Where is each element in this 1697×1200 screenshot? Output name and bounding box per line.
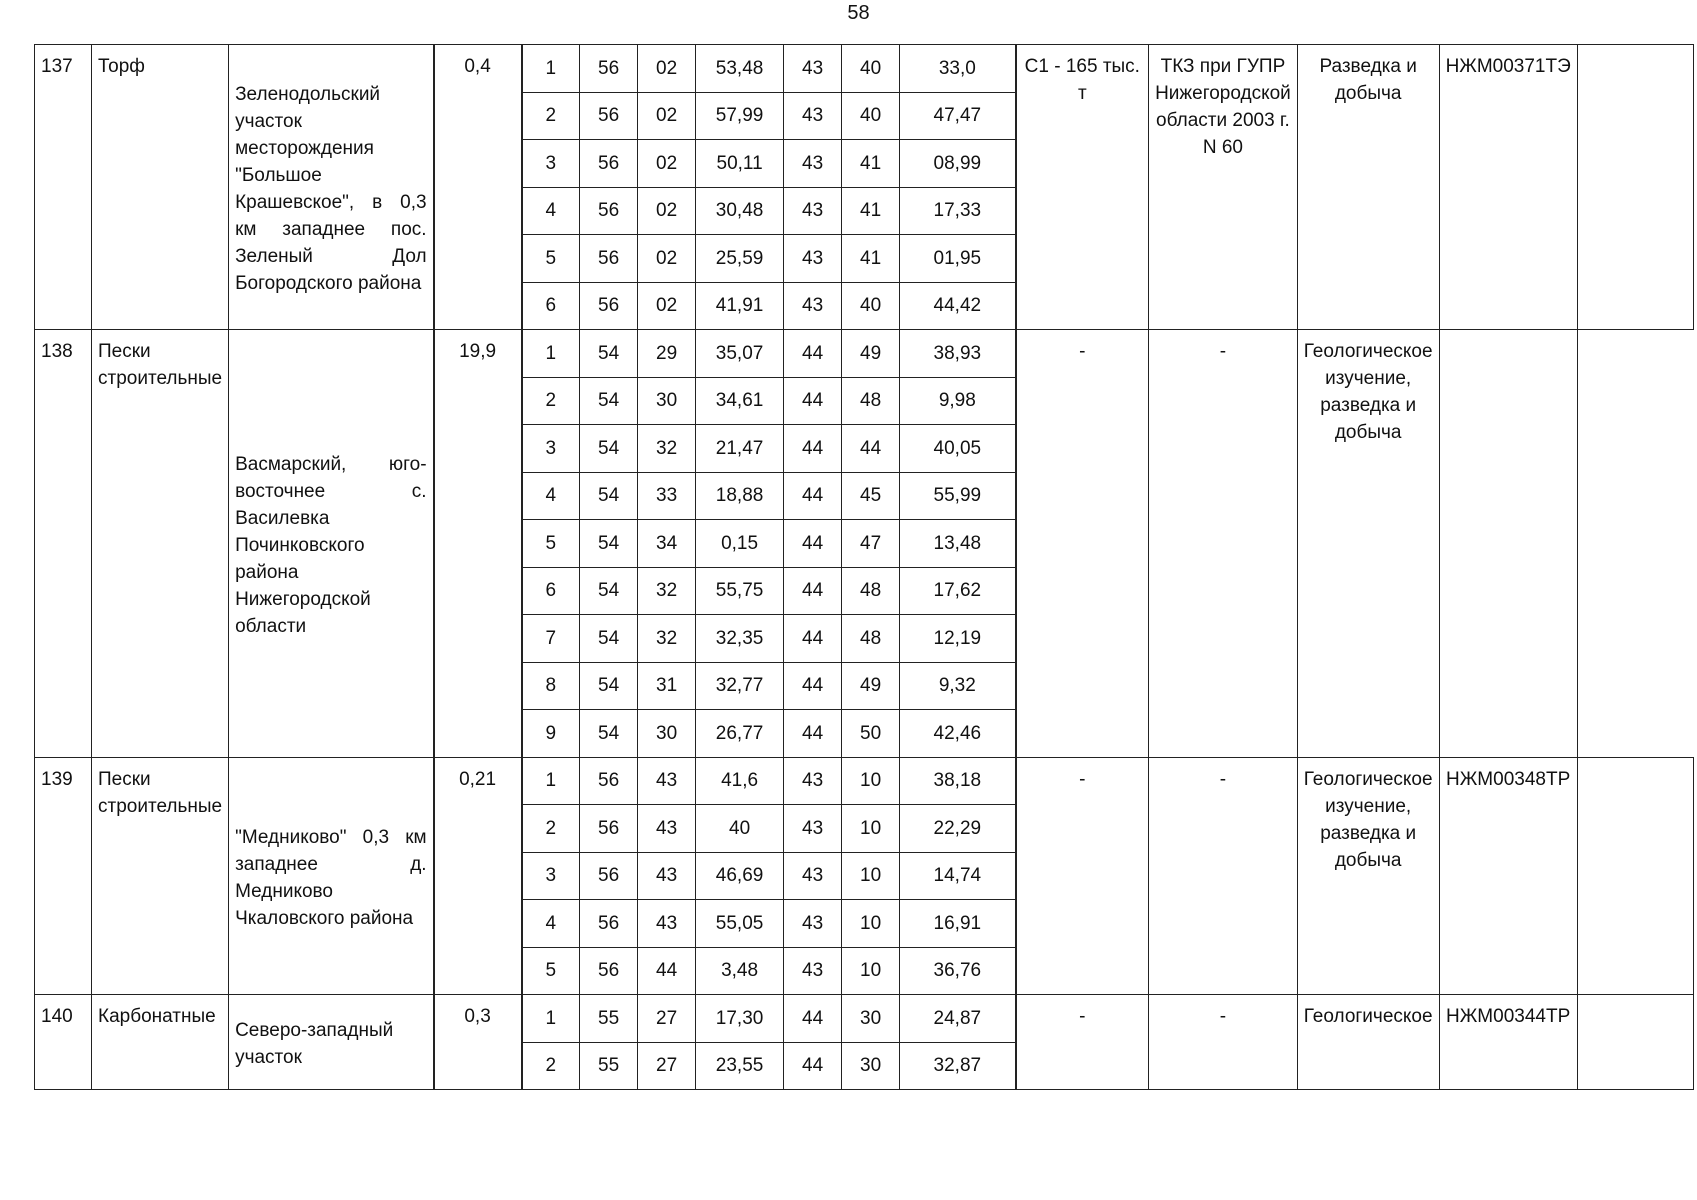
table-body: [35, 45, 1694, 1090]
notes-cell: [1577, 995, 1693, 1090]
coordinate-cell: 50,11: [696, 140, 784, 188]
coordinate-cell: 40: [842, 92, 900, 140]
coordinate-cell: 33: [638, 472, 696, 520]
coordinate-cell: 43: [638, 900, 696, 948]
coordinate-cell: 3: [522, 425, 580, 473]
reserves-cell: -: [1016, 330, 1149, 758]
mineral-type: Карбонатные: [92, 995, 229, 1090]
coordinate-cell: 44: [784, 567, 842, 615]
coordinate-cell: 44: [784, 377, 842, 425]
coordinate-cell: 17,30: [696, 995, 784, 1043]
coordinate-cell: 43: [638, 805, 696, 853]
coordinate-cell: 2: [522, 92, 580, 140]
coordinate-cell: 6: [522, 567, 580, 615]
approval-cell: ТКЗ при ГУПР Нижегородской области 2003 г. N 60: [1149, 45, 1298, 330]
mineral-type: Торф: [92, 45, 229, 330]
subsoil-register-table: [34, 44, 1694, 1090]
coordinate-cell: 46,69: [696, 852, 784, 900]
coordinate-cell: 32: [638, 425, 696, 473]
coordinate-cell: 02: [638, 92, 696, 140]
coordinate-cell: 29: [638, 330, 696, 378]
coordinate-cell: 34,61: [696, 377, 784, 425]
coordinate-cell: 30: [842, 995, 900, 1043]
coordinate-cell: 10: [842, 757, 900, 805]
site-location: Васмарский, юго-восточнее с. Василевка Починковского района Нижегородской области: [229, 330, 434, 758]
coordinate-cell: 47,47: [900, 92, 1016, 140]
coordinate-cell: 32,35: [696, 615, 784, 663]
coordinate-cell: 4: [522, 187, 580, 235]
coordinate-cell: 55,75: [696, 567, 784, 615]
coordinate-cell: 5: [522, 520, 580, 568]
coordinate-cell: 40: [842, 45, 900, 93]
page-number: 58: [847, 2, 870, 24]
coordinate-cell: 16,91: [900, 900, 1016, 948]
coordinate-cell: 1: [522, 45, 580, 93]
coordinate-cell: 55,99: [900, 472, 1016, 520]
coordinate-cell: 25,59: [696, 235, 784, 283]
coordinate-cell: 32: [638, 615, 696, 663]
coordinate-cell: 49: [842, 330, 900, 378]
approval-cell: -: [1149, 995, 1298, 1090]
coordinate-cell: 54: [580, 662, 638, 710]
coordinate-cell: 54: [580, 520, 638, 568]
coordinate-cell: 5: [522, 947, 580, 995]
coordinate-cell: 35,07: [696, 330, 784, 378]
coordinate-cell: 55: [580, 1042, 638, 1090]
reserves-cell: С1 - 165 тыс. т: [1016, 45, 1149, 330]
coordinate-cell: 3: [522, 140, 580, 188]
purpose-cell: Разведка и добыча: [1297, 45, 1439, 330]
coordinate-cell: 30: [842, 1042, 900, 1090]
coordinate-cell: 10: [842, 805, 900, 853]
coordinate-cell: 41: [842, 140, 900, 188]
coordinate-cell: 50: [842, 710, 900, 758]
record-number: 140: [35, 995, 92, 1090]
coordinate-cell: 30: [638, 377, 696, 425]
coordinate-cell: 48: [842, 615, 900, 663]
coordinate-cell: 41: [842, 187, 900, 235]
license-cell: НЖМ00348ТР: [1439, 757, 1577, 995]
coordinate-cell: 54: [580, 330, 638, 378]
coordinate-cell: 44: [638, 947, 696, 995]
coordinate-cell: 32,87: [900, 1042, 1016, 1090]
license-cell: НЖМ00371ТЭ: [1439, 45, 1577, 330]
coordinate-cell: 54: [580, 710, 638, 758]
coordinate-cell: 2: [522, 805, 580, 853]
coordinate-cell: 32,77: [696, 662, 784, 710]
coordinate-cell: 7: [522, 615, 580, 663]
coordinate-cell: 1: [522, 995, 580, 1043]
coordinate-cell: 57,99: [696, 92, 784, 140]
coordinate-cell: 42,46: [900, 710, 1016, 758]
coordinate-cell: 44: [784, 1042, 842, 1090]
coordinate-cell: 30,48: [696, 187, 784, 235]
coordinate-cell: 08,99: [900, 140, 1016, 188]
purpose-cell: Геологическое изучение, разведка и добыча: [1297, 757, 1439, 995]
coordinate-cell: 54: [580, 615, 638, 663]
table-row: [35, 330, 1694, 378]
coordinate-cell: 10: [842, 900, 900, 948]
coordinate-cell: 10: [842, 852, 900, 900]
notes-cell-empty: [1577, 330, 1693, 758]
coordinate-cell: 48: [842, 567, 900, 615]
site-location: Северо-западный участок: [229, 995, 434, 1090]
coordinate-cell: 43: [784, 852, 842, 900]
coordinate-cell: 27: [638, 995, 696, 1043]
coordinate-cell: 4: [522, 900, 580, 948]
coordinate-cell: 5: [522, 235, 580, 283]
coordinate-cell: 34: [638, 520, 696, 568]
coordinate-cell: 49: [842, 662, 900, 710]
mineral-type: Пески строительные: [92, 330, 229, 758]
notes-cell: [1577, 45, 1693, 330]
coordinate-cell: 6: [522, 282, 580, 330]
coordinate-cell: 02: [638, 45, 696, 93]
license-cell: [1439, 330, 1577, 758]
area-sq-km: 0,21: [434, 757, 522, 995]
coordinate-cell: 40: [842, 282, 900, 330]
coordinate-cell: 56: [580, 852, 638, 900]
coordinate-cell: 40,05: [900, 425, 1016, 473]
coordinate-cell: 02: [638, 282, 696, 330]
area-sq-km: 0,3: [434, 995, 522, 1090]
mineral-type: Пески строительные: [92, 757, 229, 995]
coordinate-cell: 24,87: [900, 995, 1016, 1043]
reserves-cell: -: [1016, 995, 1149, 1090]
coordinate-cell: 56: [580, 900, 638, 948]
coordinate-cell: 9,32: [900, 662, 1016, 710]
coordinate-cell: 13,48: [900, 520, 1016, 568]
table-row: [35, 995, 1694, 1043]
coordinate-cell: 17,62: [900, 567, 1016, 615]
coordinate-cell: 56: [580, 92, 638, 140]
coordinate-cell: 54: [580, 425, 638, 473]
coordinate-cell: 43: [638, 757, 696, 805]
coordinate-cell: 56: [580, 282, 638, 330]
record-number: 137: [35, 45, 92, 330]
coordinate-cell: 9,98: [900, 377, 1016, 425]
coordinate-cell: 54: [580, 567, 638, 615]
coordinate-cell: 56: [580, 235, 638, 283]
coordinate-cell: 22,29: [900, 805, 1016, 853]
purpose-cell: Геологическое изучение, разведка и добыча: [1297, 330, 1439, 758]
coordinate-cell: 44: [784, 472, 842, 520]
coordinate-cell: 21,47: [696, 425, 784, 473]
coordinate-cell: 32: [638, 567, 696, 615]
coordinate-cell: 8: [522, 662, 580, 710]
coordinate-cell: 14,74: [900, 852, 1016, 900]
coordinate-cell: 36,76: [900, 947, 1016, 995]
coordinate-cell: 44: [784, 995, 842, 1043]
area-sq-km: 0,4: [434, 45, 522, 330]
notes-cell: [1577, 757, 1693, 995]
coordinate-cell: 1: [522, 330, 580, 378]
coordinate-cell: 41,91: [696, 282, 784, 330]
coordinate-cell: 43: [638, 852, 696, 900]
coordinate-cell: 54: [580, 472, 638, 520]
coordinate-cell: 44,42: [900, 282, 1016, 330]
coordinate-cell: 45: [842, 472, 900, 520]
coordinate-cell: 38,18: [900, 757, 1016, 805]
coordinate-cell: 54: [580, 377, 638, 425]
coordinate-cell: 44: [784, 520, 842, 568]
coordinate-cell: 43: [784, 900, 842, 948]
coordinate-cell: 43: [784, 45, 842, 93]
coordinate-cell: 43: [784, 757, 842, 805]
coordinate-cell: 56: [580, 757, 638, 805]
coordinate-cell: 1: [522, 757, 580, 805]
coordinate-cell: 43: [784, 92, 842, 140]
coordinate-cell: 48: [842, 377, 900, 425]
coordinate-cell: 56: [580, 140, 638, 188]
coordinate-cell: 41,6: [696, 757, 784, 805]
coordinate-cell: 44: [784, 710, 842, 758]
coordinate-cell: 56: [580, 947, 638, 995]
coordinate-cell: 55,05: [696, 900, 784, 948]
coordinate-cell: 17,33: [900, 187, 1016, 235]
coordinate-cell: 56: [580, 187, 638, 235]
reserves-cell: -: [1016, 757, 1149, 995]
coordinate-cell: 44: [784, 425, 842, 473]
approval-cell: -: [1149, 757, 1298, 995]
table-row: [35, 45, 1694, 93]
coordinate-cell: 43: [784, 282, 842, 330]
coordinate-cell: 43: [784, 140, 842, 188]
coordinate-cell: 44: [842, 425, 900, 473]
coordinate-cell: 27: [638, 1042, 696, 1090]
site-location: "Медниково" 0,3 км западнее д. Медниково Чкаловского района: [229, 757, 434, 995]
coordinate-cell: 9: [522, 710, 580, 758]
record-number: 139: [35, 757, 92, 995]
coordinate-cell: 56: [580, 805, 638, 853]
coordinate-cell: 43: [784, 947, 842, 995]
coordinate-cell: 38,93: [900, 330, 1016, 378]
coordinate-cell: 44: [784, 662, 842, 710]
coordinate-cell: 3: [522, 852, 580, 900]
record-number: 138: [35, 330, 92, 758]
coordinate-cell: 2: [522, 377, 580, 425]
coordinate-cell: 3,48: [696, 947, 784, 995]
coordinate-cell: 33,0: [900, 45, 1016, 93]
license-cell: НЖМ00344ТР: [1439, 995, 1577, 1090]
coordinate-cell: 02: [638, 140, 696, 188]
coordinate-cell: 18,88: [696, 472, 784, 520]
coordinate-cell: 02: [638, 187, 696, 235]
coordinate-cell: 23,55: [696, 1042, 784, 1090]
coordinate-cell: 41: [842, 235, 900, 283]
area-sq-km: 19,9: [434, 330, 522, 758]
coordinate-cell: 43: [784, 187, 842, 235]
coordinate-cell: 56: [580, 45, 638, 93]
coordinate-cell: 31: [638, 662, 696, 710]
coordinate-cell: 30: [638, 710, 696, 758]
coordinate-cell: 40: [696, 805, 784, 853]
purpose-cell: Геологическое: [1297, 995, 1439, 1090]
table-row: [35, 757, 1694, 805]
coordinate-cell: 43: [784, 235, 842, 283]
coordinate-cell: 55: [580, 995, 638, 1043]
coordinate-cell: 26,77: [696, 710, 784, 758]
coordinate-cell: 53,48: [696, 45, 784, 93]
coordinate-cell: 47: [842, 520, 900, 568]
coordinate-cell: 12,19: [900, 615, 1016, 663]
coordinate-cell: 4: [522, 472, 580, 520]
coordinate-cell: 10: [842, 947, 900, 995]
approval-cell: -: [1149, 330, 1298, 758]
site-location: Зеленодольский участок месторождения "Большое Крашевское", в 0,3 км западнее пос. Зеленый Дол Богородского района: [229, 45, 434, 330]
coordinate-cell: 43: [784, 805, 842, 853]
coordinate-cell: 44: [784, 615, 842, 663]
coordinate-cell: 2: [522, 1042, 580, 1090]
coordinate-cell: 02: [638, 235, 696, 283]
coordinate-cell: 0,15: [696, 520, 784, 568]
coordinate-cell: 44: [784, 330, 842, 378]
coordinate-cell: 01,95: [900, 235, 1016, 283]
